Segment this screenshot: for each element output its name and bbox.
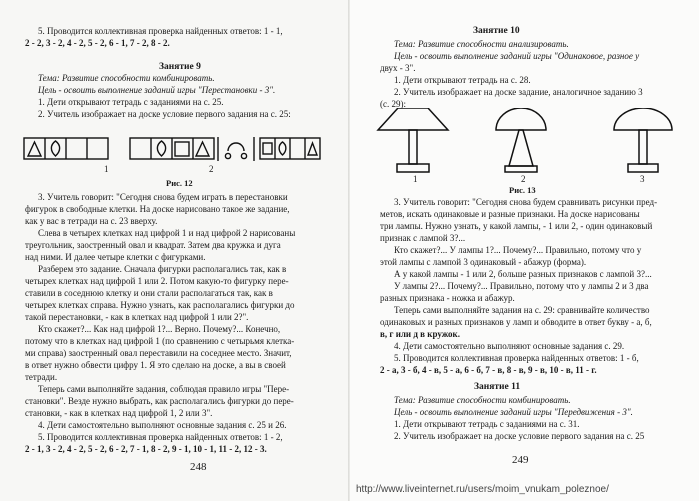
square-shape bbox=[175, 142, 189, 156]
pointed-oval-shape bbox=[51, 141, 59, 156]
circle-shape bbox=[241, 153, 246, 158]
pointed-oval-shape bbox=[157, 141, 165, 156]
triangle-shape bbox=[28, 142, 41, 156]
text-line: 1. Дети открывают тетрадь с заданиями на с. 31. bbox=[394, 419, 580, 429]
text-line: Цель - освоить выполнение заданий игры "Передвижения - 3". bbox=[394, 407, 633, 417]
cell-group-1 bbox=[24, 138, 108, 159]
text-line: 3. Учитель говорит: "Сегодня снова будем играть в перестановки bbox=[38, 192, 288, 202]
text-line: становки, - как в клетках над цифрой 1, 2 или 3". bbox=[25, 408, 213, 418]
lamp-3 bbox=[614, 108, 672, 172]
text-line: 5. Проводится коллективная проверка найденных ответов: 1 - 2, bbox=[38, 432, 283, 442]
lamp-stem bbox=[409, 130, 417, 164]
text-line: Разберем это задание. Сначала фигурки располагались так, как в bbox=[38, 264, 287, 274]
text-line: 2. Учитель изображает на доске задание, аналогичное заданию 3 bbox=[394, 87, 643, 97]
figure-label: 3 bbox=[640, 174, 645, 184]
figure-caption: Рис. 12 bbox=[166, 178, 193, 188]
text-line: признак с лампой 3?... bbox=[380, 233, 466, 243]
circles-arc bbox=[218, 137, 254, 161]
text-line: 2 - а, 3 - б, 4 - в, 5 - а, 6 - б, 7 - в, 8 - в, 9 - в, 10 - в, 11 - г. bbox=[380, 365, 597, 375]
text-line: ставили в соседнюю клетку и они стали располагаться так, как в bbox=[25, 288, 273, 298]
text-line: 2. Учитель изображает на доске условие первого задания на с. 25: bbox=[38, 109, 291, 119]
triangle-shape bbox=[196, 142, 209, 156]
text-line: 4. Дети самостоятельно выполняют основные задания с. 25 и 26. bbox=[38, 420, 287, 430]
text-line: 1. Дети открывают тетрадь на с. 28. bbox=[394, 75, 531, 85]
text-line: 1. Дети открывают тетрадь с заданиями на с. 25. bbox=[38, 97, 224, 107]
text-line: три лампы. Нужно узнать, у какой лампы, - 1 или 2, - один одинаковый bbox=[380, 221, 653, 231]
text-line: 5. Проводится коллективная проверка найденных ответов: 1 - б, bbox=[394, 353, 639, 363]
right-page bbox=[350, 0, 699, 501]
text-line: метов, искать одинаковые и разные признаки. На доске нарисованы bbox=[380, 209, 640, 219]
text-line: в, г или д в кружок. bbox=[380, 329, 460, 339]
figure-label: 1 bbox=[104, 164, 109, 174]
text-line: треугольник, заостренный овал и квадрат. Затем два кружка и дуга bbox=[25, 240, 281, 250]
lampshade-trapezoid bbox=[378, 108, 448, 130]
arc-shape bbox=[228, 143, 244, 151]
text-line: над ними. И далее четыре клетки с фигурками. bbox=[25, 252, 206, 262]
text-line: 4. Дети самостоятельно выполняют основные задания с. 29. bbox=[394, 341, 625, 351]
section-heading: Занятие 10 bbox=[473, 26, 520, 36]
text-line: четырех клетках над цифрой 1 или 2. Потом какую-то фигурку пере- bbox=[25, 276, 289, 286]
text-line: двух - 3". bbox=[380, 63, 416, 73]
text-line: А у какой лампы - 1 или 2, больше разных признаков с лампой 3?... bbox=[394, 269, 652, 279]
figure-caption: Рис. 13 bbox=[509, 185, 536, 195]
text-line: становки". Везде нужно выбрать, как располагались фигурки до пере- bbox=[25, 396, 294, 406]
lamp-base bbox=[628, 164, 658, 172]
text-line: одинаковых и разных признаков у ламп и обводите в ответ букву - а, б, bbox=[380, 317, 652, 327]
lamp-2 bbox=[496, 108, 546, 172]
source-url[interactable]: http://www.liveinternet.ru/users/moim_vnukam_poleznoe/ bbox=[356, 484, 609, 495]
text-line: фигурок в свободные клетки. На доске нарисовано такое же задание, bbox=[25, 204, 290, 214]
text-line: Тема: Развитие способности комбинировать. bbox=[394, 395, 571, 405]
lamp-stem bbox=[639, 130, 647, 164]
figure-label: 1 bbox=[413, 174, 418, 184]
page-number: 249 bbox=[512, 454, 529, 466]
text-line: Кто скажет?... У лампы 1?... Почему?... Правильно, потому что у bbox=[394, 245, 642, 255]
lampshade-dome bbox=[496, 108, 546, 130]
figure-13 bbox=[376, 108, 676, 184]
text-line: Цель - освоить выполнение заданий игры "Перестановки - 3". bbox=[38, 85, 276, 95]
text-line: 5. Проводится коллективная проверка найденных ответов: 1 - 1, bbox=[38, 26, 283, 36]
triangle-shape bbox=[308, 143, 317, 155]
text-line: разных признака - ножка и абажур. bbox=[380, 293, 515, 303]
text-line: в ответ нужно обвести цифру 1. Я это сделаю на доске, а вы в своей bbox=[25, 360, 286, 370]
lampshade-dome bbox=[614, 108, 672, 130]
text-line: Слева в четырех клетках над цифрой 1 и над цифрой 2 нарисованы bbox=[38, 228, 296, 238]
text-line: четырех клетках справа. Нужно узнать, как располагались фигурки до bbox=[25, 300, 295, 310]
figure-12 bbox=[22, 124, 322, 184]
cell-group-right bbox=[260, 138, 320, 159]
cell-group-2 bbox=[130, 138, 214, 159]
text-line: У лампы 2?... Почему?... Правильно, потому что у лампы 2 и 3 два bbox=[394, 281, 649, 291]
figure-label: 2 bbox=[521, 174, 526, 184]
text-line: тетради. bbox=[25, 372, 58, 382]
section-heading: Занятие 11 bbox=[474, 382, 521, 392]
text-line: как у вас в тетради на с. 23 вверху. bbox=[25, 216, 158, 226]
text-line: Тема: Развитие способности анализировать. bbox=[394, 39, 569, 49]
text-line: 2. Учитель изображает на доске условие первого задания на с. 25 bbox=[394, 431, 645, 441]
text-line: 2 - 1, 3 - 2, 4 - 2, 5 - 2, 6 - 2, 7 - 1, 8 - 2, 9 - 1, 10 - 1, 11 - 2, 12 - 3. bbox=[25, 444, 267, 454]
square-shape bbox=[263, 143, 272, 154]
text-line: 2 - 2, 3 - 2, 4 - 2, 5 - 2, 6 - 1, 7 - 2, 8 - 2. bbox=[25, 38, 170, 48]
lamp-stem-tapered bbox=[509, 130, 533, 166]
text-line: Теперь сами выполняйте задания, соблюдая правило игры "Пере- bbox=[38, 384, 290, 394]
figure-label: 2 bbox=[209, 164, 214, 174]
text-line: потому что в клетках над цифрой 1 (по сравнению с четырьмя клетка- bbox=[25, 336, 295, 346]
text-line: ми справа) заостренный овал переставили на соседнее место. Значит, bbox=[25, 348, 292, 358]
lamp-1 bbox=[378, 108, 448, 172]
text-line: Теперь сами выполняйте задания на с. 29: сравнивайте количество bbox=[394, 305, 650, 315]
text-line: этой лампы с лампой 3 одинаковый - абажур (форма). bbox=[380, 257, 587, 267]
text-line: Цель - освоить выполнение заданий игры "Одинаковое, разное у bbox=[394, 51, 640, 61]
text-line: Тема: Развитие способности комбинировать. bbox=[38, 73, 215, 83]
pointed-oval-shape bbox=[279, 142, 286, 155]
lamp-base bbox=[397, 164, 429, 172]
text-line: (с. 29): bbox=[380, 99, 406, 109]
circle-shape bbox=[225, 153, 230, 158]
page-number: 248 bbox=[190, 461, 207, 473]
text-line: такой перестановки, - как в клетках над цифрой 1 или 2?". bbox=[25, 312, 249, 322]
section-heading: Занятие 9 bbox=[159, 62, 201, 72]
text-line: Кто скажет?... Как над цифрой 1?... Верно. Почему?... Конечно, bbox=[38, 324, 281, 334]
lamp-base bbox=[505, 166, 537, 172]
text-line: 3. Учитель говорит: "Сегодня снова будем сравнивать рисунки пред- bbox=[394, 197, 658, 207]
